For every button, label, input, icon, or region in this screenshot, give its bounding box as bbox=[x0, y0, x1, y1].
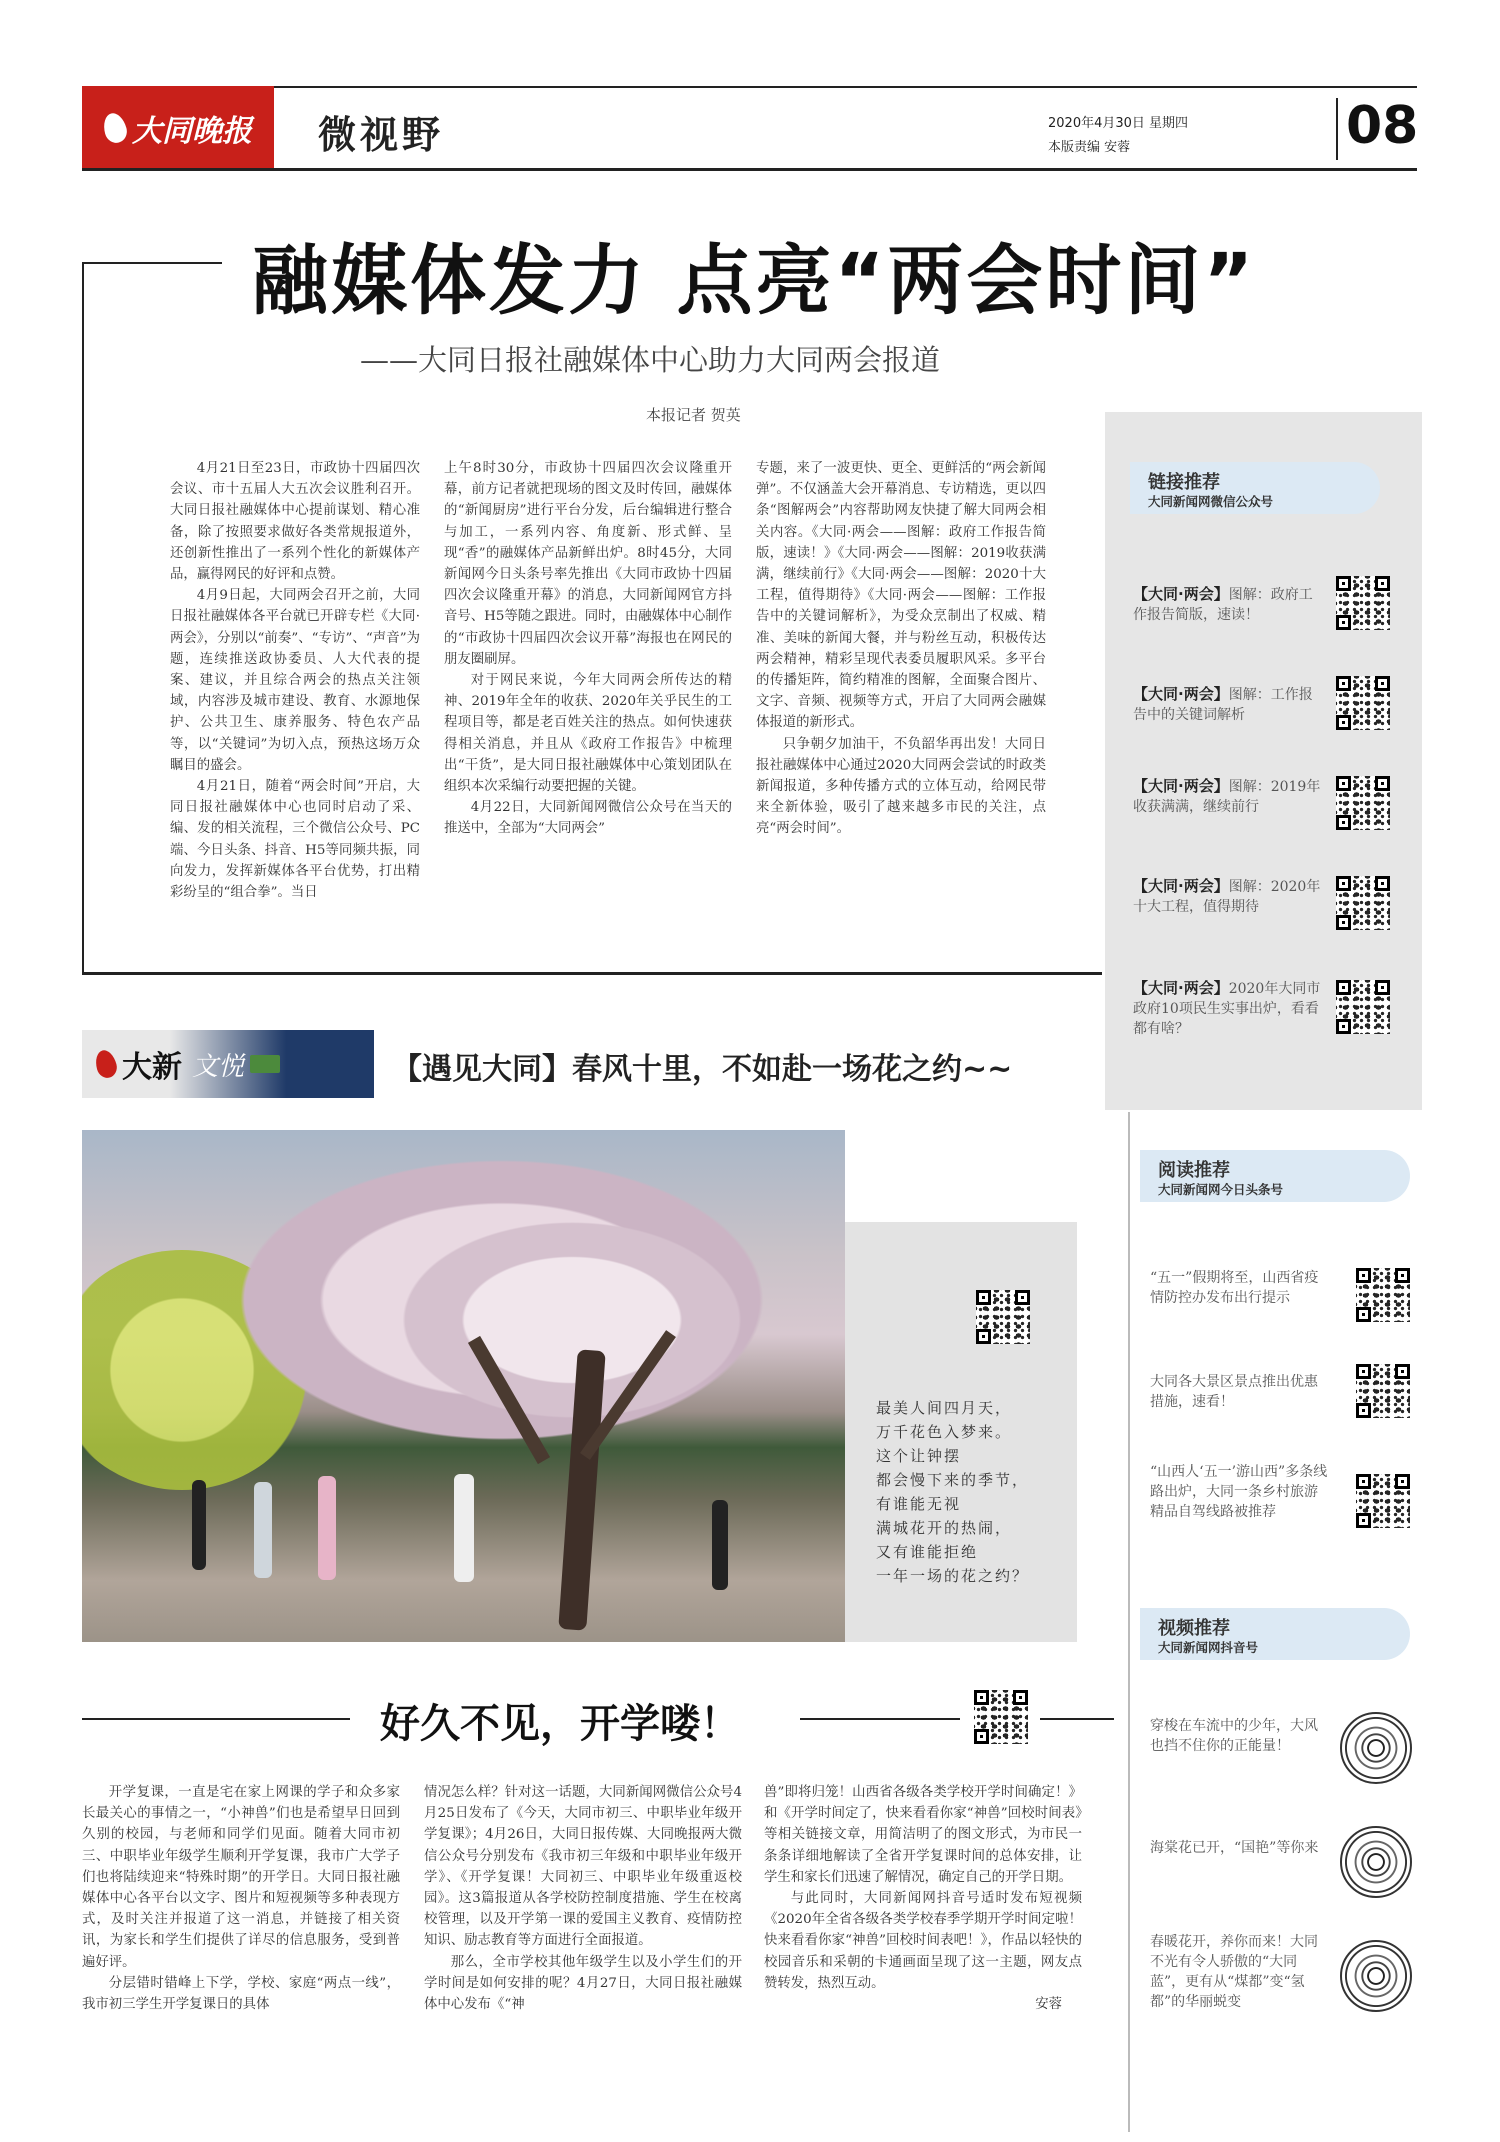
qr-code-icon[interactable] bbox=[1336, 980, 1390, 1034]
article2-column-2 bbox=[424, 1782, 742, 2015]
poem-line: 一年一场的花之约？ bbox=[876, 1567, 1030, 1585]
sidebar-video-header bbox=[1140, 1608, 1410, 1660]
qr-code-icon[interactable] bbox=[1336, 876, 1390, 930]
link-tag: 【大同·两会】 bbox=[1133, 585, 1229, 603]
paragraph: 开学复课，一直是宅在家上网课的学子和众多家长最关心的事情之一，“小神兽”们也是希望早日回到久别的校园，与老师和同学们见面。随着大同市初三、中职毕业年级学生顺利开学复课，我市广大学子们也将陆续迎来“特殊时期”的开学日。大同日报社融媒体中心各平台以文字、图片和短视频等多种表现方式，及时关注并报道了这一消息，并链接了相关资讯，为家长和学生们提供了详尽的信息服务，受到普遍好评。 bbox=[82, 1785, 400, 1970]
paragraph: 4月21日，随着“两会时间”开启，大同日报社融媒体中心也同时启动了采、编、发的相关流程，三个微信公众号、PC端、今日头条、抖音、H5等同频共振，同向发力，发挥新媒体各平台优势，打出精彩纷呈的“组合拳”。当日 bbox=[170, 779, 420, 901]
article2-rule-left bbox=[82, 1718, 350, 1720]
article-byline: 本报记者 贺英 bbox=[646, 406, 741, 424]
paragraph: 只争朝夕加油干，不负韶华再出发！大同日报社融媒体中心通过2020大同两会尝试的时政类新闻报道，多种传播方式的立体互动，给网民带来全新体验，吸引了越来越多市民的关注，点亮“两会时间”。 bbox=[756, 736, 1046, 837]
issue-date: 2020年4月30日 星期四 bbox=[1048, 116, 1189, 131]
douyin-disc-icon[interactable] bbox=[1340, 1826, 1412, 1898]
sidebar-reading-subtitle: 大同新闻网今日头条号 bbox=[1158, 1182, 1284, 1197]
newspaper-logo bbox=[82, 86, 274, 170]
paragraph: 4月22日，大同新闻网微信公众号在当天的推送中，全部为“大同两会” bbox=[444, 800, 732, 837]
article2-column-3 bbox=[764, 1782, 1082, 2015]
video-item[interactable] bbox=[1150, 1838, 1330, 1858]
flame-icon bbox=[100, 111, 129, 146]
paragraph: 兽”即将归笼！山西省各级各类学校开学时间确定！》和《开学时间定了，快来看看你家“神兽”回校时间表》等相关链接文章，用简洁明了的图文形式，为市民一条条详细地解读了全省开学复课时间的总体安排，让学生和家长们迅速了解情况，确定自己的开学日期。 bbox=[764, 1785, 1082, 1885]
column-logo bbox=[82, 1030, 374, 1098]
article-frame-top bbox=[82, 262, 222, 264]
sidebar-reading-title: 阅读推荐 bbox=[1158, 1160, 1230, 1181]
qr-code-icon[interactable] bbox=[974, 1690, 1028, 1744]
logo-text: 大同晚报 bbox=[132, 114, 252, 149]
douyin-disc-icon[interactable] bbox=[1340, 1940, 1412, 2012]
reading-item[interactable] bbox=[1150, 1462, 1330, 1522]
link-text: 图解：政府工作报告简版，速读！ bbox=[1133, 587, 1313, 623]
link-item[interactable] bbox=[1133, 978, 1325, 1039]
paragraph: 对于网民来说，今年大同两会所传达的精神、2019年全年的收获、2020年关乎民生的工程项目等，都是老百姓关注的热点。如何快速获得相关消息，并且从《政府工作报告》中梳理出“干货”，是大同日报社融媒体中心策划团队在组织本次采编行动要把握的关键。 bbox=[444, 673, 732, 795]
qr-code-icon[interactable] bbox=[1356, 1268, 1410, 1322]
link-tag: 【大同·两会】 bbox=[1133, 685, 1229, 703]
sidebar-links-subtitle: 大同新闻网微信公众号 bbox=[1148, 494, 1274, 509]
page-editor: 本版责编 安蓉 bbox=[1048, 140, 1131, 155]
paragraph: 分层错时错峰上下学，学校、家庭“两点一线”，我市初三学生开学复课日的具体 bbox=[82, 1975, 400, 2013]
spring-blossom-photo bbox=[82, 1130, 845, 1642]
flame-icon bbox=[93, 1048, 120, 1080]
link-text: 图解：2020年十大工程，值得期待 bbox=[1133, 879, 1321, 915]
paragraph: 情况怎么样？针对这一话题，大同新闻网微信公众号4月25日发布了《今天，大同市初三、中职毕业年级开学复课》；4月26日，大同日报传媒、大同晚报两大微信公众号分别发布《我市初三年级和中职毕业年级开学》、《开学复课！大同初三、中职毕业年级重返校园》。这3篇报道从各学校防控制度措施、学生在校离校管理，以及开学第一课的爱国主义教育、疫情防控知识、励志教育等方面进行全面报道。 bbox=[424, 1785, 742, 1949]
link-item[interactable] bbox=[1133, 584, 1325, 625]
article1-column-3 bbox=[756, 458, 1046, 840]
link-item[interactable] bbox=[1133, 876, 1325, 917]
qr-code-icon[interactable] bbox=[1336, 776, 1390, 830]
page-number: 08 bbox=[1346, 96, 1419, 156]
qr-code-icon[interactable] bbox=[1356, 1474, 1410, 1528]
reading-item-text: “山西人‘五一’游山西”多条线路出炉，大同一条乡村旅游精品自驾线路被推荐 bbox=[1150, 1464, 1328, 1520]
sidebar-links-title: 链接推荐 bbox=[1148, 472, 1220, 493]
poem-line: 满城花开的热闹， bbox=[876, 1519, 1013, 1537]
article-subtitle: ——大同日报社融媒体中心助力大同两会报道 bbox=[360, 343, 941, 377]
paragraph: 那么，全市学校其他年级学生以及小学生们的开学时间是如何安排的呢？4月27日，大同日报社融媒体中心发布《“神 bbox=[424, 1954, 742, 2013]
link-item[interactable] bbox=[1133, 776, 1325, 817]
article-title: 融媒体发力 点亮“两会时间” bbox=[252, 236, 1257, 325]
paragraph: 4月9日起，大同两会召开之前，大同日报社融媒体各平台就已开辟专栏《大同·两会》，分别以“前奏”、“专访”、“声音”为题，连续推送政协委员、人大代表的提案、建议，并且综合两会的热点关注领域，内容涉及城市建设、教育、水源地保护、公共卫生、康养服务、特色农产品等，以“关键词”为切入点，预热这场万众瞩目的盛会。 bbox=[170, 588, 420, 773]
photo-poem bbox=[876, 1396, 1029, 1588]
reading-item-text: “五一”假期将至，山西省疫情防控办发布出行提示 bbox=[1150, 1270, 1319, 1306]
article2-rule-right bbox=[800, 1718, 960, 1720]
douyin-disc-icon[interactable] bbox=[1340, 1712, 1412, 1784]
paragraph: 4月21日至23日，市政协十四届四次会议、市十五届人大五次会议胜利召开。大同日报社融媒体中心提前谋划、精心准备，除了按照要求做好各类常规报道外，还创新性推出了一系列个性化的新媒体产品，赢得网民的好评和点赞。 bbox=[170, 461, 420, 583]
link-tag: 【大同·两会】 bbox=[1133, 777, 1229, 795]
poem-line: 这个让钟摆 bbox=[876, 1447, 962, 1465]
paragraph: 上午8时30分，市政协十四届四次会议隆重开幕，前方记者就把现场的图文及时传回，融媒体的“新闻厨房”进行平台分发，后台编辑进行整合与加工，一系列内容、角度新、形式鲜、呈现“香”的融媒体产品新鲜出炉。8时45分，大同新闻网今日头条号率先推出《大同市政协十四届四次会议隆重开幕》的消息，大同新闻网官方抖音号、H5等随之跟进。同时，由融媒体中心制作的“市政协十四届四次会议开幕”海报也在网民的朋友圈刷屏。 bbox=[444, 461, 733, 667]
paragraph: 与此同时，大同新闻网抖音号适时发布短视频《2020年全省各级各类学校春季学期开学时间定啦！快来看看你家“神兽”回校时间表吧！》，作品以轻快的校园音乐和采朝的卡通画面呈现了这一主题，网友点赞转发，热烈互动。 bbox=[764, 1891, 1082, 1991]
video-item[interactable] bbox=[1150, 1932, 1330, 2012]
link-tag: 【大同·两会】 bbox=[1133, 979, 1229, 997]
masthead-top-rule bbox=[82, 86, 1417, 88]
section-name: 微视野 bbox=[318, 112, 445, 157]
masthead-bottom-rule bbox=[82, 168, 1417, 171]
poem-line: 都会慢下来的季节， bbox=[876, 1471, 1030, 1489]
link-text: 图解：2019年收获满满，继续前行 bbox=[1133, 779, 1321, 815]
qr-code-icon[interactable] bbox=[976, 1290, 1030, 1344]
article-frame-left bbox=[82, 262, 84, 974]
sidebar-divider bbox=[1128, 1112, 1130, 2132]
qr-code-icon[interactable] bbox=[1336, 576, 1390, 630]
page-no-divider bbox=[1336, 98, 1338, 160]
sidebar-video-title: 视频推荐 bbox=[1158, 1618, 1230, 1639]
article1-column-2 bbox=[444, 458, 732, 840]
poem-line: 万千花色入梦来。 bbox=[876, 1423, 1013, 1441]
poem-line: 有谁能无视 bbox=[876, 1495, 962, 1513]
book-icon bbox=[250, 1055, 280, 1073]
article2-rule-far-right bbox=[1040, 1718, 1114, 1720]
article-frame-bottom bbox=[82, 972, 1102, 975]
reading-item[interactable] bbox=[1150, 1268, 1320, 1308]
reading-item-text: 大同各大景区景点推出优惠措施，速看！ bbox=[1150, 1374, 1318, 1410]
article2-signoff: 安蓉 bbox=[1035, 1997, 1062, 2013]
article2-title: 好久不见，开学喽！ bbox=[380, 1701, 740, 1747]
reading-item[interactable] bbox=[1150, 1372, 1320, 1412]
poem-line: 最美人间四月天， bbox=[876, 1399, 1013, 1417]
paragraph: 专题，来了一波更快、更全、更鲜活的“两会新闻弹”。不仅涵盖大会开幕消息、专访精选，更以四条“图解两会”内容帮助网友快捷了解大同两会相关内容。《大同·两会——图解：政府工作报告简版，速读！》《大同·两会——图解：2019收获满满，继续前行》《大同·两会——图解：2020十大工程，值得期待》《大同·两会——图解：工作报告中的关键词解析》，为受众烹制出了权威、精准、美味的新闻大餐，并与粉丝互动，积极传达两会精神，精彩呈现代表委员履职风采。多平台的传播矩阵，简约精准的图解，全面聚合图片、文字、音频、视频等方式，开启了大同两会融媒体报道的新形式。 bbox=[756, 461, 1046, 731]
qr-code-icon[interactable] bbox=[1336, 676, 1390, 730]
column-logo-text: 大新 bbox=[122, 1050, 182, 1085]
article1-column-1 bbox=[170, 458, 420, 903]
qr-code-icon[interactable] bbox=[1356, 1364, 1410, 1418]
video-item[interactable] bbox=[1150, 1716, 1330, 1756]
column-logo-text2: 文悦 bbox=[192, 1051, 245, 1082]
article2-column-1 bbox=[82, 1782, 400, 2015]
link-text: 图解：工作报告中的关键词解析 bbox=[1133, 687, 1313, 723]
video-item-text: 春暖花开，养你而来！大同不光有令人骄傲的“大同蓝”，更有从“煤都”变“氢都”的华丽蜕变 bbox=[1150, 1934, 1318, 2010]
sidebar-reading-header bbox=[1140, 1150, 1410, 1202]
poem-line: 又有谁能拒绝 bbox=[876, 1543, 979, 1561]
link-tag: 【大同·两会】 bbox=[1133, 877, 1229, 895]
link-text: 2020年大同市政府10项民生实事出炉，看看都有啥？ bbox=[1133, 981, 1321, 1037]
video-item-text: 穿梭在车流中的少年，大风也挡不住你的正能量！ bbox=[1150, 1718, 1318, 1754]
banner-headline: 【遇见大同】春风十里，不如赴一场花之约~~ bbox=[392, 1052, 1013, 1087]
video-item-text: 海棠花已开，“国艳”等你来 bbox=[1150, 1840, 1319, 1856]
sidebar-links-header bbox=[1130, 462, 1380, 514]
link-item[interactable] bbox=[1133, 684, 1325, 725]
sidebar-video-subtitle: 大同新闻网抖音号 bbox=[1158, 1640, 1259, 1655]
